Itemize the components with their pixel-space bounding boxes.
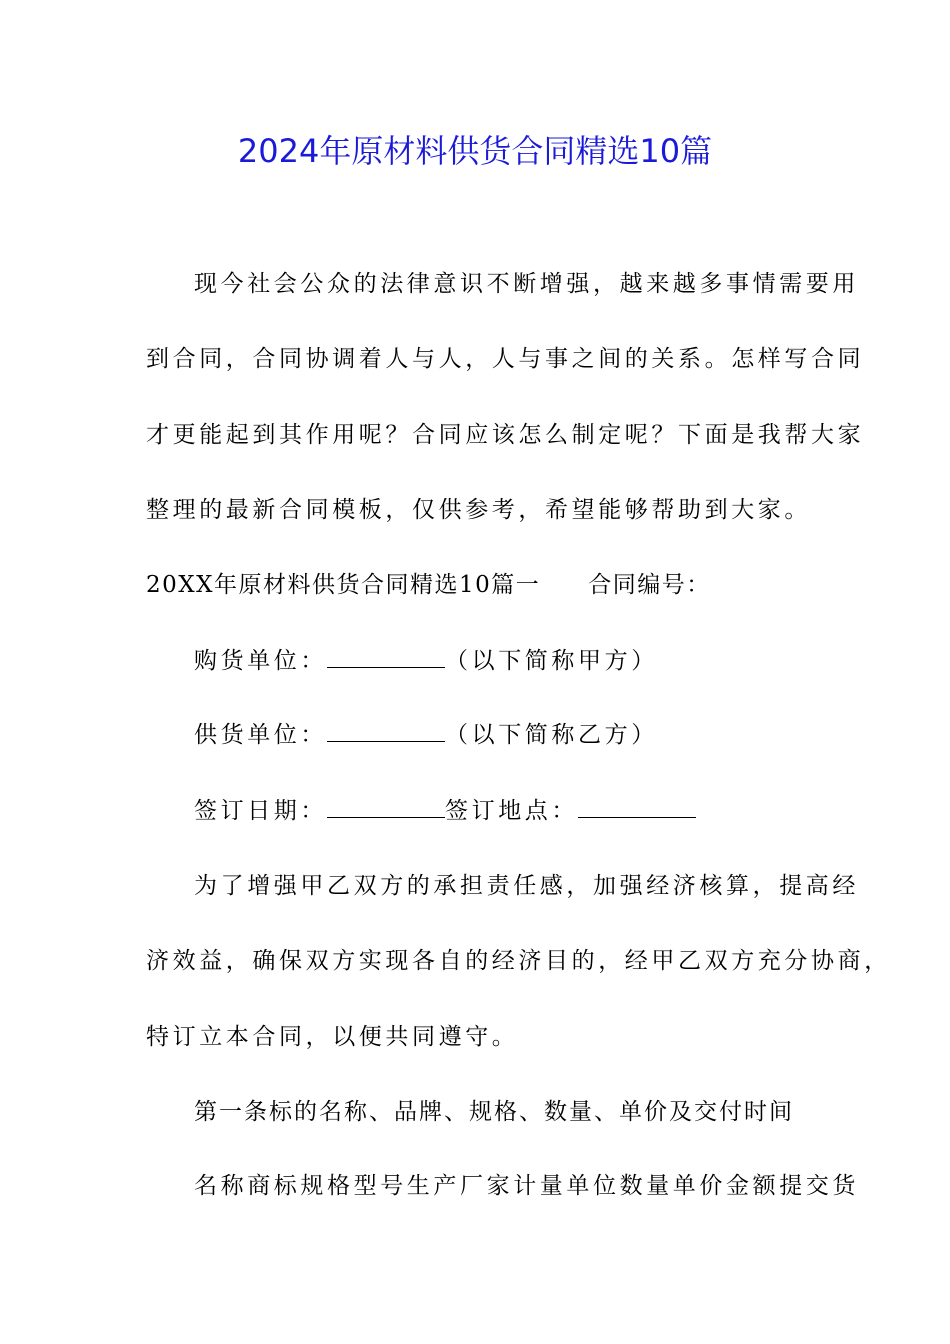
contract-number-label: 合同编号： (588, 572, 711, 598)
sign-place-blank-field[interactable] (578, 795, 696, 818)
sign-date-blank-field[interactable] (327, 795, 445, 818)
supplier-line (194, 719, 658, 751)
buyer-label: 购货单位： (194, 648, 327, 674)
intro-line-2: 到合同，合同协调着人与人，人与事之间的关系。怎样写合同 (146, 346, 865, 372)
table-header-line: 名称商标规格型号生产厂家计量单位数量单价金额提交货 (194, 1173, 859, 1199)
purpose-line-2: 济效益，确保双方实现各自的经济目的，经甲乙双方充分协商， (146, 948, 891, 974)
section-heading-line (146, 569, 711, 601)
purpose-line-1: 为了增强甲乙双方的承担责任感，加强经济核算，提高经 (194, 873, 859, 899)
buyer-blank-field[interactable] (327, 645, 445, 668)
buyer-suffix: （以下简称甲方） (445, 648, 658, 674)
sign-place-label: 签订地点： (445, 798, 578, 824)
section-heading: 20XX年原材料供货合同精选10篇一 (146, 572, 541, 598)
supplier-suffix: （以下简称乙方） (445, 722, 658, 748)
purpose-line-3: 特订立本合同，以便共同遵守。 (146, 1024, 519, 1050)
document-title: 2024年原材料供货合同精选10篇 (237, 132, 713, 170)
supplier-label: 供货单位： (194, 722, 327, 748)
supplier-blank-field[interactable] (327, 719, 445, 742)
article-1-heading: 第一条标的名称、品牌、规格、数量、单价及交付时间 (194, 1099, 794, 1125)
sign-line (194, 795, 696, 827)
intro-line-4: 整理的最新合同模板，仅供参考，希望能够帮助到大家。 (146, 497, 811, 523)
intro-line-3: 才更能起到其作用呢？合同应该怎么制定呢？下面是我帮大家 (146, 422, 865, 448)
intro-line-1: 现今社会公众的法律意识不断增强，越来越多事情需要用 (194, 271, 859, 297)
sign-date-label: 签订日期： (194, 798, 327, 824)
buyer-line (194, 645, 658, 677)
